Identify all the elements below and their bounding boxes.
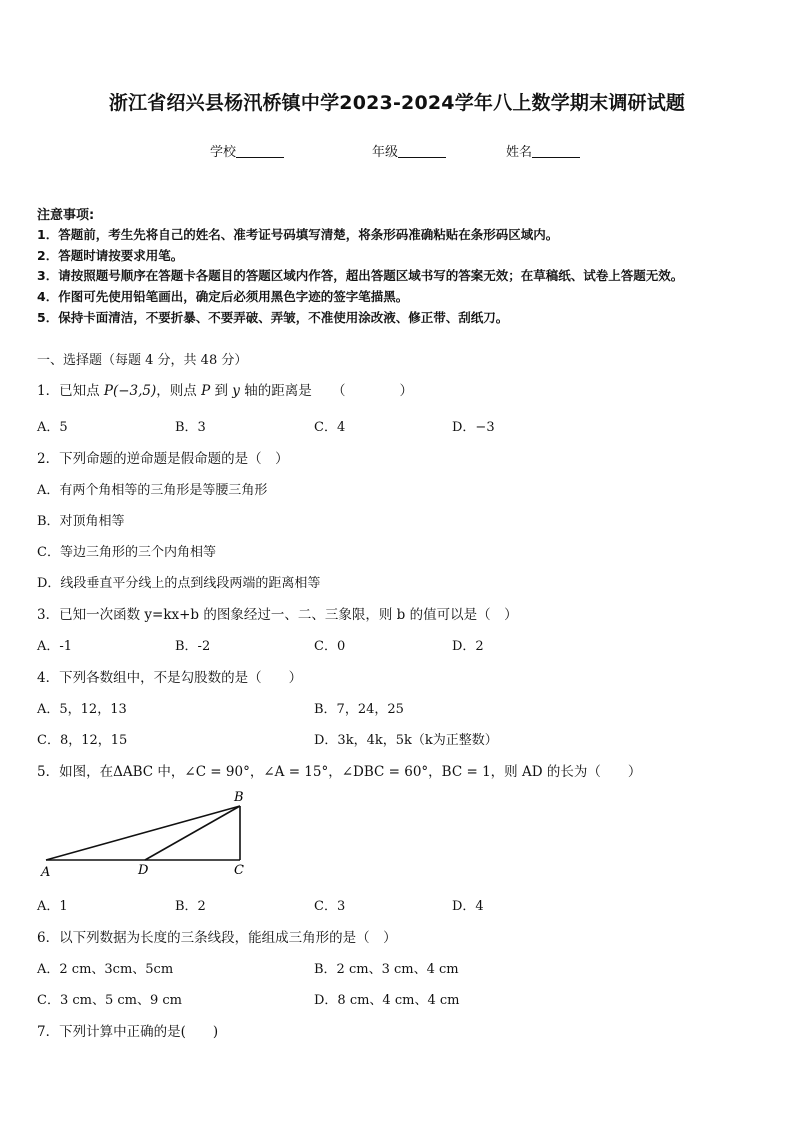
q1-option-a[interactable]: A．5 <box>37 420 68 435</box>
question-7: 7．下列计算中正确的是( ) <box>37 1024 219 1040</box>
q1-suffix: 轴的距离是 （ ） <box>239 383 413 399</box>
q2-option-a[interactable]: A．有两个角相等的三角形是等腰三角形 <box>37 483 268 498</box>
name-blank[interactable] <box>532 145 580 158</box>
q6-option-d[interactable]: D．8 cm、4 cm、4 cm <box>314 993 460 1008</box>
q4-option-b[interactable]: B．7，24，25 <box>314 702 404 717</box>
q4-option-a[interactable]: A．5，12，13 <box>37 702 127 717</box>
question-6: 6．以下列数据为长度的三条线段，能组成三角形的是（ ） <box>37 930 397 946</box>
triangle-figure <box>37 788 257 880</box>
q5-option-c[interactable]: C．3 <box>314 899 346 914</box>
q1-option-c[interactable]: C．4 <box>314 420 346 435</box>
q5-option-d[interactable]: D．4 <box>452 899 484 914</box>
label-c: C <box>234 863 244 878</box>
question-1 <box>37 379 413 399</box>
label-b: B <box>234 790 244 805</box>
q1-p: P <box>201 383 211 399</box>
q6-option-c[interactable]: C．3 cm、5 cm、9 cm <box>37 993 182 1008</box>
name-label: 姓名 <box>506 145 533 160</box>
question-3: 3．已知一次函数 y=kx+b 的图象经过一、二、三象限，则 b 的值可以是（ ） <box>37 607 518 623</box>
note-item: 2．答题时请按要求用笔。 <box>37 248 184 263</box>
q3-option-b[interactable]: B．-2 <box>175 639 211 654</box>
name-field[interactable] <box>506 141 580 160</box>
segment-bd <box>145 806 240 860</box>
question-2: 2．下列命题的逆命题是假命题的是（ ） <box>37 451 289 467</box>
q3-option-d[interactable]: D．2 <box>452 639 484 654</box>
segment-ab <box>46 806 240 860</box>
note-item: 1．答题前，考生先将自己的姓名、准考证号码填写清楚，将条形码准确粘贴在条形码区域内。 <box>37 227 559 242</box>
grade-label: 年级 <box>372 145 399 160</box>
school-blank[interactable] <box>236 145 284 158</box>
q1-option-b[interactable]: B．3 <box>175 420 206 435</box>
question-4: 4．下列各数组中，不是勾股数的是（ ） <box>37 670 303 686</box>
note-item: 4．作图可先使用铅笔画出，确定后必须用黑色字迹的签字笔描黑。 <box>37 289 409 304</box>
school-field[interactable] <box>210 141 284 160</box>
q1-y: y <box>232 383 240 399</box>
q1-option-d[interactable]: D．−3 <box>452 420 495 435</box>
label-a: A <box>41 865 51 880</box>
q1-prefix: 1．已知点 <box>37 383 104 399</box>
grade-blank[interactable] <box>398 145 446 158</box>
q6-option-a[interactable]: A．2 cm、3cm、5cm <box>37 962 174 977</box>
q2-option-b[interactable]: B．对顶角相等 <box>37 514 125 529</box>
q5-option-b[interactable]: B．2 <box>175 899 206 914</box>
grade-field[interactable] <box>372 141 446 160</box>
page-title: 浙江省绍兴县杨汛桥镇中学2023-2024学年八上数学期末调研试题 <box>108 92 686 114</box>
q3-option-a[interactable]: A．-1 <box>37 639 73 654</box>
note-item: 5．保持卡面清洁，不要折暴、不要弄破、弄皱，不准使用涂改液、修正带、刮纸刀。 <box>37 310 509 325</box>
q1-point: P(−3,5) <box>103 383 157 399</box>
q2-option-d[interactable]: D．线段垂直平分线上的点到线段两端的距离相等 <box>37 576 321 591</box>
q6-option-b[interactable]: B．2 cm、3 cm、4 cm <box>314 962 459 977</box>
section-heading: 一、选择题（每题 4 分，共 48 分） <box>37 353 248 368</box>
q4-option-c[interactable]: C．8，12，15 <box>37 733 128 748</box>
q3-option-c[interactable]: C．0 <box>314 639 346 654</box>
school-label: 学校 <box>210 145 237 160</box>
notes-heading: 注意事项: <box>37 208 95 223</box>
q4-option-d[interactable]: D．3k，4k，5k（k为正整数） <box>314 733 498 748</box>
note-item: 3．请按照题号顺序在答题卡各题目的答题区域内作答，超出答题区域书写的答案无效；在草稿纸、试卷上答题无效。 <box>37 268 684 283</box>
q1-mid2: 到 <box>210 383 233 399</box>
q1-mid: ，则点 <box>156 383 202 399</box>
question-5: 5．如图，在ΔABC 中，∠C = 90°，∠A = 15°，∠DBC = 60°，BC = 1，则 AD 的长为（ ） <box>37 764 642 780</box>
label-d: D <box>138 863 149 878</box>
q5-option-a[interactable]: A．1 <box>37 899 68 914</box>
q2-option-c[interactable]: C．等边三角形的三个内角相等 <box>37 545 216 560</box>
